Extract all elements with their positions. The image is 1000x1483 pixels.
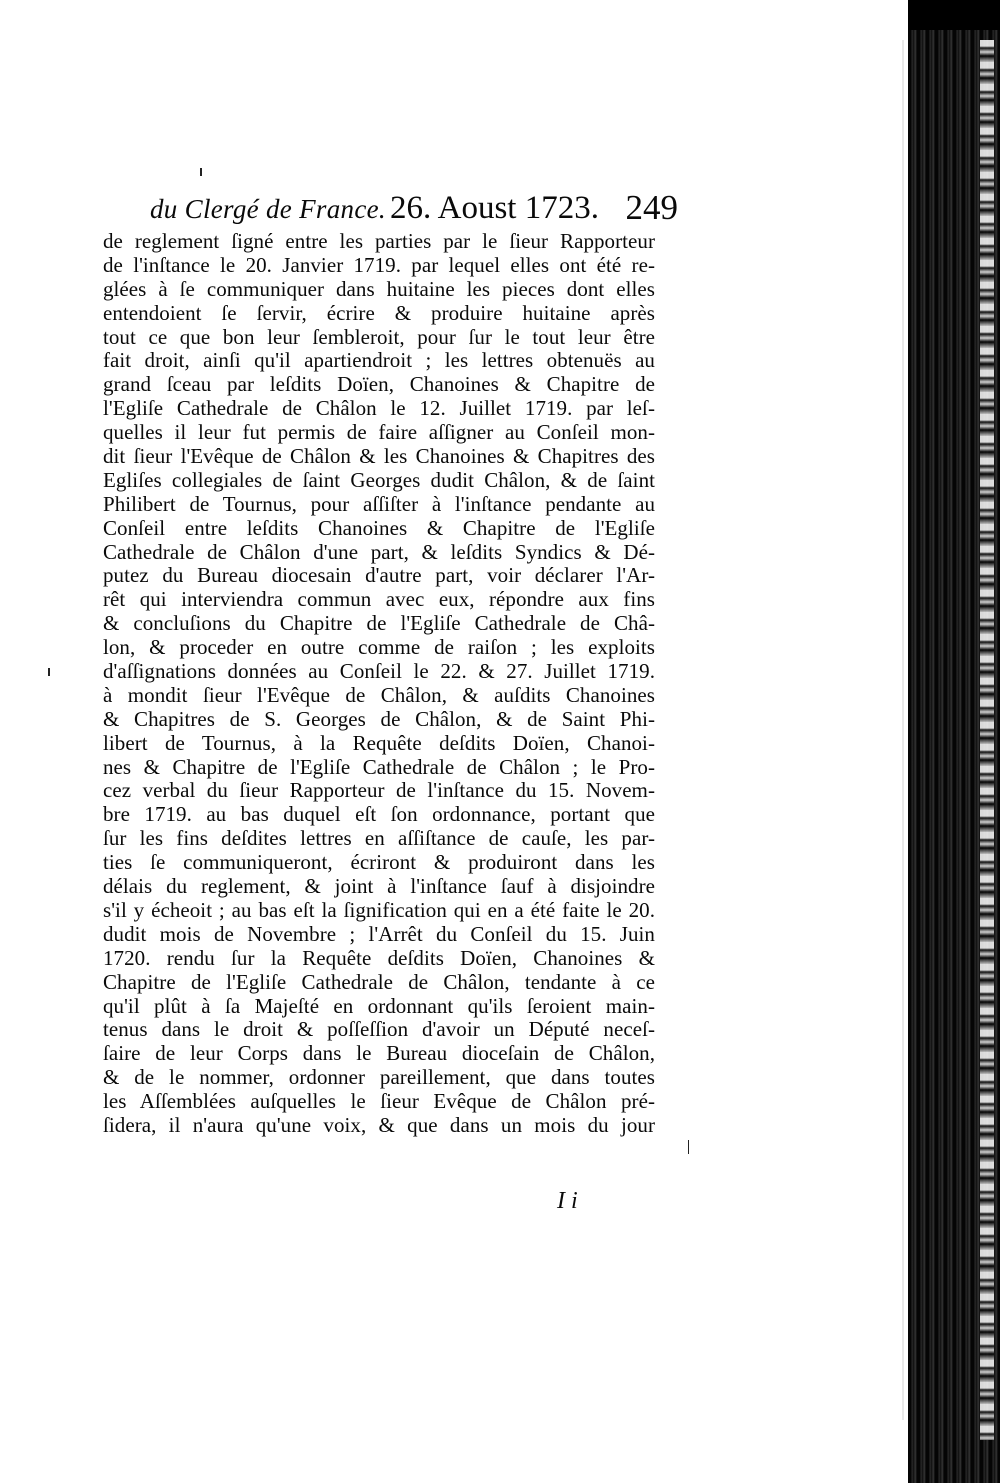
text-line: putez du Bureau diocesain d'autre part, voir déclarer l'Ar- — [103, 563, 655, 588]
text-line: s'il y écheoit ; au bas eſt la ſignification qui en a été faite le 20. — [103, 897, 655, 922]
signature-mark: I i — [557, 1188, 578, 1214]
text-line: & concluſions du Chapitre de l'Egliſe Cathedrale de Châ- — [103, 611, 655, 636]
text-line: 1720. rendu ſur la Requête deſdits Doïen, Chanoines & — [103, 945, 655, 970]
text-line: entendoient ſe ſervir, écrire & produire huitaine après — [103, 300, 655, 325]
text-line: tout ce que bon leur ſembleroit, pour ſur le tout leur être — [103, 324, 655, 349]
text-line: grand ſceau par leſdits Doïen, Chanoines & Chapitre de — [103, 372, 655, 397]
text-line: de reglement ſigné entre les parties par le ſieur Rapporteur — [103, 229, 655, 253]
text-line: nes & Chapitre de l'Egliſe Cathedrale de Châlon ; le Pro- — [103, 754, 655, 779]
text-line: lon, & proceder en outre comme de raiſon ; les exploits — [103, 635, 655, 660]
text-line: de l'inſtance le 20. Janvier 1719. par lequel elles ont été re- — [103, 252, 655, 277]
text-line: dit ſieur l'Evêque de Châlon & les Chanoines & Chapitres des — [103, 444, 655, 469]
text-line: Conſeil entre leſdits Chanoines & Chapitre de l'Egliſe — [103, 515, 655, 540]
text-line: Egliſes collegiales de ſaint Georges dudit Châlon, & de ſaint — [103, 467, 655, 492]
text-line: & Chapitres de S. Georges de Châlon, & de Saint Phi- — [103, 706, 655, 731]
text-line: les Aſſemblées auſquelles le ſieur Evêque de Châlon pré- — [103, 1089, 655, 1114]
text-line: ſidera, il n'aura qu'une voix, & que dans un mois du jour — [103, 1112, 655, 1137]
text-line: ties ſe communiqueront, écriront & produiront dans les — [103, 850, 655, 875]
text-line: Philibert de Tournus, pour aſſiſter à l'inſtance pendante au — [103, 491, 655, 516]
text-line: glées à ſe communiquer dans huitaine les pieces dont elles — [103, 276, 655, 301]
text-line: quelles il leur fut permis de faire aſſigner au Conſeil mon- — [103, 420, 655, 445]
page-number: 249 — [625, 188, 678, 227]
text-line: l'Egliſe Cathedrale de Châlon le 12. Juillet 1719. par leſ- — [103, 396, 655, 421]
text-line: rêt qui interviendra commun avec eux, répondre aux fins — [103, 587, 655, 612]
text-line: ſur les fins deſdites lettres en aſſiſtance de cauſe, les par- — [103, 826, 655, 851]
text-line: Chapitre de l'Egliſe Cathedrale de Châlon, tendante à ce — [103, 969, 655, 994]
text-line: dudit mois de Novembre ; l'Arrêt du Conſeil du 15. Juin — [103, 921, 655, 946]
text-line: qu'il plût à ſa Majeſté en ordonnant qu'ils ſeroient main- — [103, 993, 655, 1018]
text-line: délais du reglement, & joint à l'inſtance ſauf à disjoindre — [103, 874, 655, 899]
page-gutter-shadow — [902, 40, 904, 1420]
text-line: cez verbal du ſieur Rapporteur de l'inſtance du 15. Novem- — [103, 778, 655, 803]
text-line: Cathedrale de Châlon d'une part, & leſdits Syndics & Dé- — [103, 539, 655, 564]
text-line: à mondit ſieur l'Evêque de Châlon, & auſdits Chanoines — [103, 682, 655, 707]
body-text — [103, 230, 655, 1138]
running-title: du Clergé de France. — [150, 194, 386, 224]
book-edge-top — [908, 0, 1000, 30]
book-edge-highlight — [980, 40, 994, 1440]
text-line: ſaire de leur Corps dans le Bureau dioceſain de Châlon, — [103, 1041, 655, 1066]
text-line: & de le nommer, ordonner pareillement, que dans toutes — [103, 1065, 655, 1090]
text-line: tenus dans le droit & poſſeſſion d'avoir un Député neceſ- — [103, 1017, 655, 1042]
text-line: libert de Tournus, à la Requête deſdits Doïen, Chanoi- — [103, 730, 655, 755]
text-line: fait droit, ainſi qu'il apartiendroit ; les lettres obtenuës au — [103, 348, 655, 373]
text-line: d'aſſignations données au Conſeil le 22. & 27. Juillet 1719. — [103, 659, 655, 684]
header-date: 26. Aoust 1723. — [389, 190, 599, 226]
text-line: bre 1719. au bas duquel eſt ſon ordonnance, portant que — [103, 802, 655, 827]
